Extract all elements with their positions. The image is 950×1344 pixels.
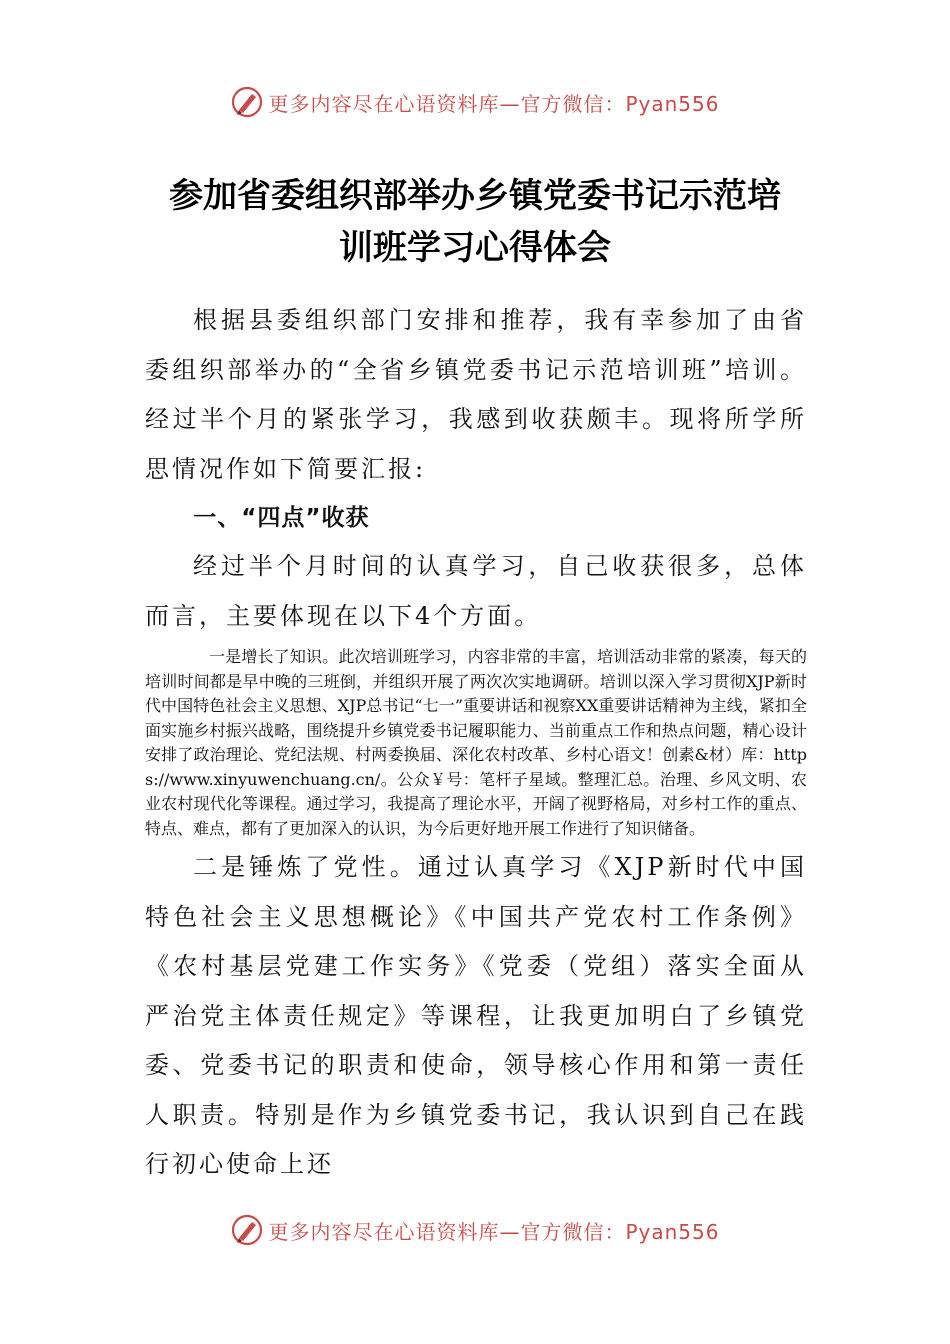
section-heading: 一、“四点”收获 <box>193 505 370 531</box>
footer-watermark <box>0 1210 950 1250</box>
title-line-1: 参加省委组织部举办乡镇党委书记示范培 <box>169 176 781 216</box>
section-intro-paragraph: 经过半个月时间的认真学习，自己收获很多，总体而言，主要体现在以下4个方面。 <box>145 552 807 630</box>
pen-circle-logo-icon <box>230 85 264 119</box>
pen-circle-logo-icon <box>230 1213 264 1247</box>
watermark-text: 更多内容尽在心语资料库—官方微信：Pyan556 <box>268 1219 720 1244</box>
document-title <box>100 170 850 274</box>
point-two-paragraph: 二是锤炼了党性。通过认真学习《XJP新时代中国特色社会主义思想概论》《中国共产党农村工作条例》《农村基层党建工作实务》《党委（党组）落实全面从严治党主体责任规定》等课程，让我更加明白了乡镇党委、党委书记的职责和使命，领导核心作用和第一责任人职责。特别是作为乡镇党委书记，我认识到自己在践行初心使命上还 <box>145 853 807 1178</box>
title-line-2: 训班学习心得体会 <box>339 228 611 268</box>
watermark-text: 更多内容尽在心语资料库—官方微信：Pyan556 <box>268 91 720 116</box>
point-one-paragraph: 一是增长了知识。此次培训班学习，内容非常的丰富，培训活动非常的紧凑，每天的培训时间都是早中晚的三班倒，并组织开展了两次次实地调研。培训以深入学习贯彻XJP新时代中国特色社会主义思想、XJP总书记“七一”重要讲话和视察XX重要讲话精神为主线，紧扣全面实施乡村振兴战略，围绕提升乡镇党委书记履职能力、当前重点工作和热点问题，精心设计安排了政治理论、党纪法规、村两委换届、深化农村改革、乡村心语文！创素&材）库：https://www.xinyuwenchuang.cn/。公众￥号：笔杆子星域。整理汇总。治理、乡风文明、农业农村现代化等课程。通过学习，我提高了理论水平，开阔了视野格局，对乡村工作的重点、特点、难点，都有了更加深入的认识，为今后更好地开展工作进行了知识储备。 <box>145 647 807 838</box>
document-body <box>145 296 807 1190</box>
header-watermark <box>0 82 950 122</box>
intro-paragraph: 根据县委组织部门安排和推荐，我有幸参加了由省委组织部举办的“全省乡镇党委书记示范培训班”培训。经过半个月的紧张学习，我感到收获颇丰。现将所学所思情况作如下简要汇报: <box>145 306 807 483</box>
